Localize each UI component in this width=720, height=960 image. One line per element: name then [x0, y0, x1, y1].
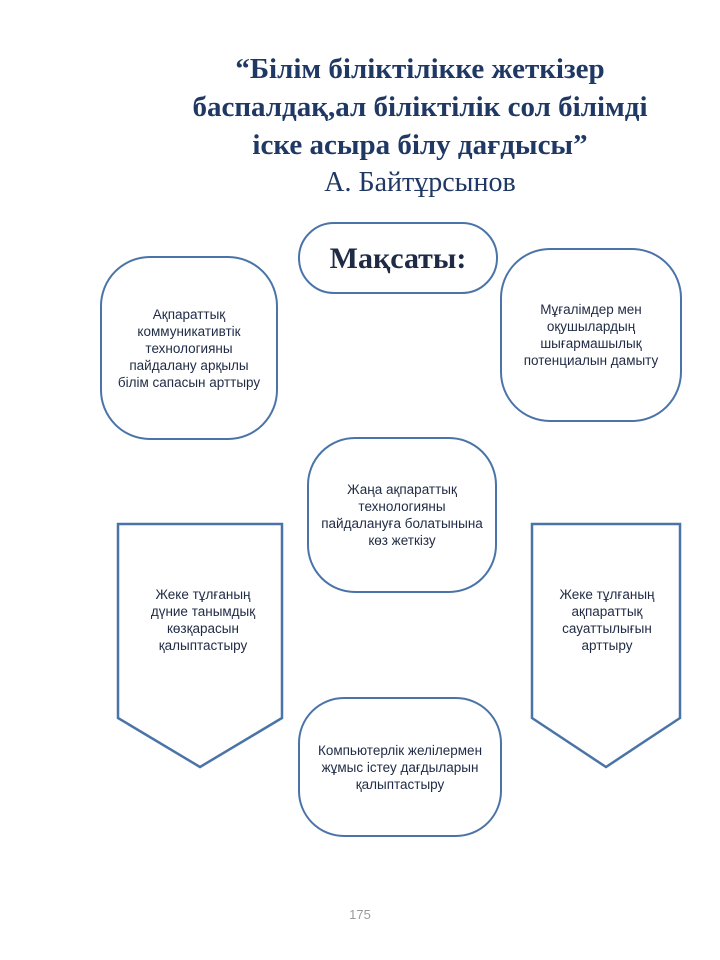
quote-line-1: “Білім біліктілікке жеткізер [235, 53, 605, 85]
node-creative-potential: Мұғалімдер мен оқушылардың шығармашылық потенциалын дамыту [500, 248, 682, 422]
node-info-literacy: Жеке тұлғаның ақпараттық сауаттылығын арттыру [559, 587, 655, 653]
node-ict-quality: Ақпараттық коммуникативтік технологияны пайдалану арқылы білім сапасын арттыру [100, 256, 278, 440]
node-network-skills: Компьютерлік желілермен жұмыс істеу дағдыларын қалыптастыру [298, 697, 502, 837]
quote-author: А. Байтұрсынов [324, 167, 516, 198]
node-worldview: Жеке тұлғаның дүние танымдық көзқарасын қалыптастыру [150, 587, 256, 653]
quote-line-3: іске асыра білу дағдысы” [252, 129, 588, 161]
node-new-technology: Жаңа ақпараттық технологияны пайдалануға болатынына көз жеткізу [307, 437, 497, 593]
goal-box: Мақсаты: [298, 222, 498, 294]
page-number: 175 [349, 907, 371, 922]
quote-title [150, 50, 690, 164]
quote-line-2: баспалдақ,ал біліктілік сол білімді [192, 91, 648, 123]
